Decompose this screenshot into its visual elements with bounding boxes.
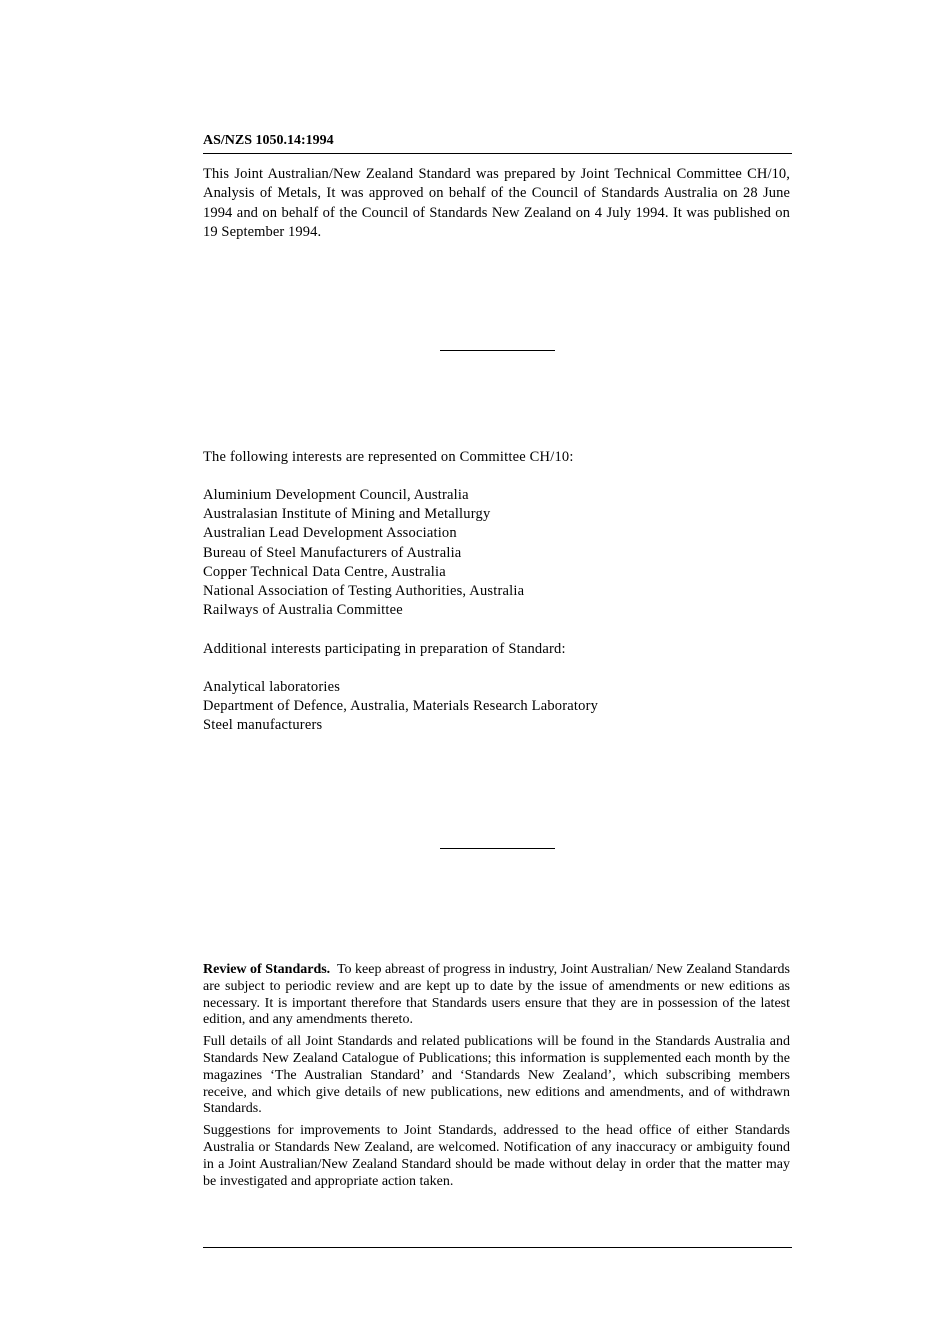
review-paragraph-1-text: To keep abreast of progress in industry, Joint Australian/ New Zealand Standards are subject to periodic review and are kept up to date by the issue of amendments or new editions as necessary. It is important therefore that Standards users ensure that they are in possession of the latest edition, and any amendments thereto. (203, 962, 791, 1028)
additional-member: Analytical laboratories (203, 679, 341, 695)
review-paragraph-1 (203, 962, 790, 1029)
review-paragraph-2: Full details of all Joint Standards and related publications will be found in the Standards Australia and Standards New Zealand Catalogue of Publications; this information is supplemented each month by the magazines ‘The Australian Standard’ and ‘Standards New Zealand’, which subscribing members receive, and which give details of new publications, new editions and amendments, and of withdrawn Standards. (203, 1034, 790, 1117)
committee-member: Copper Technical Data Centre, Australia (203, 563, 446, 580)
additional-interests-list (203, 678, 598, 736)
committee-member-list (203, 486, 524, 620)
preparation-paragraph: This Joint Australian/New Zealand Standard was prepared by Joint Technical Committee CH/10, Analysis of Metals, It was approved on behalf of the Council of Standards Australia on 28 June 1994 and on behalf of the Council of Standards New Zealand on 4 July 1994. It was published on 19 September 1994. (203, 166, 790, 240)
additional-member: Steel manufacturers (203, 717, 323, 734)
committee-member: National Association of Testing Authorities, Australia (203, 583, 525, 600)
additional-member: Department of Defence, Australia, Materials Research Laboratory (203, 698, 599, 715)
standard-identifier: AS/NZS 1050.14:1994 (203, 133, 334, 148)
committee-intro: The following interests are represented on Committee CH/10: (203, 449, 574, 465)
committee-member: Australasian Institute of Mining and Metallurgy (203, 506, 491, 523)
section-divider-1 (440, 350, 555, 351)
additional-interests-intro: Additional interests participating in preparation of Standard: (203, 641, 566, 657)
section-divider-2 (440, 848, 555, 849)
review-paragraph-3: Suggestions for improvements to Joint Standards, addressed to the head office of either Standards Australia or Standards New Zealand, are welcomed. Notification of any inaccuracy or ambiguity found in a Joint Australian/New Zealand Standard should be made without delay in order that the matter may be investigated and appropriate action taken. (203, 1123, 790, 1189)
committee-member: Bureau of Steel Manufacturers of Australia (203, 544, 462, 561)
committee-member: Aluminium Development Council, Australia (203, 487, 469, 503)
review-heading: Review of Standards. (203, 962, 331, 977)
footer-rule (203, 1247, 792, 1248)
committee-member: Australian Lead Development Association (203, 525, 457, 542)
review-of-standards-section (203, 962, 790, 1195)
header-rule (203, 153, 792, 154)
committee-member: Railways of Australia Committee (203, 602, 403, 619)
